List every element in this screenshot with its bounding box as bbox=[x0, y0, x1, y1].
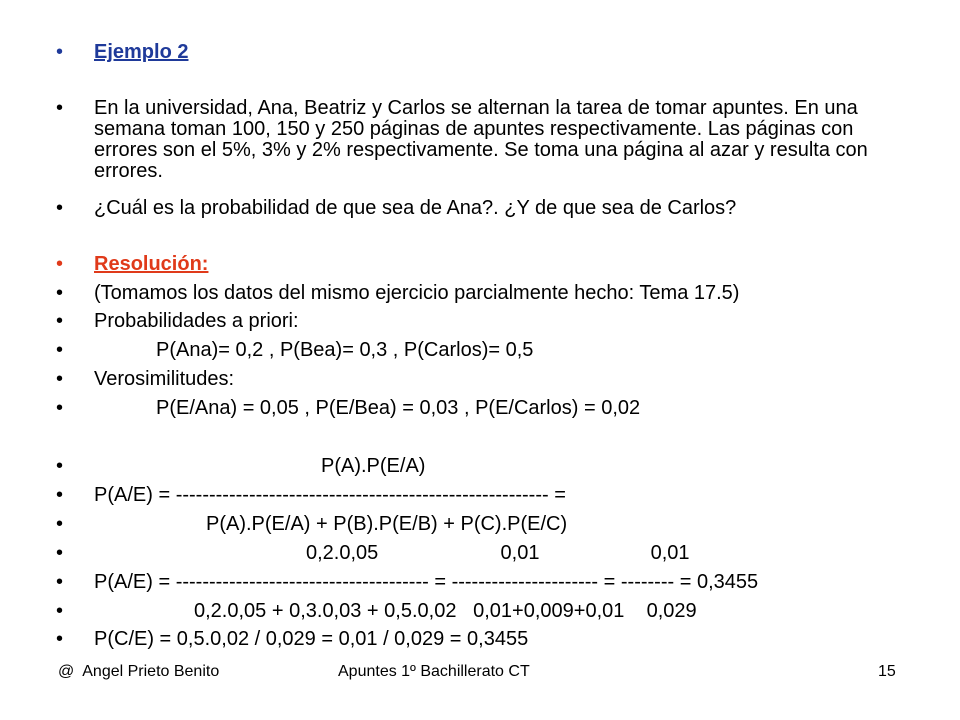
bullet-icon: • bbox=[56, 41, 64, 63]
bullet-icon: • bbox=[56, 282, 64, 304]
bullet-icon: • bbox=[56, 600, 64, 622]
priors-values: P(Ana)= 0,2 , P(Bea)= 0,3 , P(Carlos)= 0,5 bbox=[156, 339, 534, 361]
calc-numerators: 0,2.0,05 0,01 0,01 bbox=[306, 542, 690, 564]
bullet-icon: • bbox=[56, 571, 64, 593]
footer-page-number: 15 bbox=[878, 663, 896, 680]
calc-fractions: P(A/E) = -------------------------------------- = ---------------------- = -------- = 0,3455 bbox=[94, 571, 759, 593]
formula-numerator: P(A).P(E/A) bbox=[321, 455, 426, 477]
likelihoods-label: Verosimilitudes: bbox=[94, 368, 235, 390]
bullet-icon: • bbox=[56, 542, 64, 564]
bullet-icon: • bbox=[56, 197, 64, 219]
footer-course: Apuntes 1º Bachillerato CT bbox=[338, 663, 530, 680]
formula-fraction: P(A/E) = -------------------------------------------------------- = bbox=[94, 484, 566, 506]
calc-denominators: 0,2.0,05 + 0,3.0,03 + 0,5.0,02 0,01+0,009+0,01 0,029 bbox=[194, 600, 697, 622]
bullet-icon: • bbox=[56, 484, 64, 506]
carlos-result: P(C/E) = 0,5.0,02 / 0,029 = 0,01 / 0,029 = 0,3455 bbox=[94, 628, 529, 650]
data-source-note: (Tomamos los datos del mismo ejercicio parcialmente hecho: Tema 17.5) bbox=[94, 282, 740, 304]
question: ¿Cuál es la probabilidad de que sea de Ana?. ¿Y de que sea de Carlos? bbox=[94, 197, 737, 219]
bullet-icon: • bbox=[56, 368, 64, 390]
bullet-icon: • bbox=[56, 455, 64, 477]
resolution-title: Resolución: bbox=[94, 253, 209, 275]
footer-author: @ Angel Prieto Benito bbox=[58, 663, 220, 680]
bullet-icon: • bbox=[56, 253, 64, 275]
priors-label: Probabilidades a priori: bbox=[94, 310, 299, 332]
bullet-line-problem bbox=[56, 98, 920, 182]
example-title: Ejemplo 2 bbox=[94, 41, 189, 63]
bullet-icon: • bbox=[56, 513, 64, 535]
bullet-icon: • bbox=[56, 97, 64, 119]
bullet-icon: • bbox=[56, 310, 64, 332]
bullet-icon: • bbox=[56, 397, 64, 419]
problem-statement: En la universidad, Ana, Beatriz y Carlos se alternan la tarea de tomar apuntes. En una semana toman 100, 150 y 250 páginas de apuntes respectivamente. Las páginas con errores son el 5%, 3% y 2% respectivamente. Se toma una página al azar y resulta con errores. bbox=[94, 97, 868, 182]
formula-denominator: P(A).P(E/A) + P(B).P(E/B) + P(C).P(E/C) bbox=[206, 513, 568, 535]
bullet-icon: • bbox=[56, 339, 64, 361]
likelihoods-values: P(E/Ana) = 0,05 , P(E/Bea) = 0,03 , P(E/Carlos) = 0,02 bbox=[156, 397, 641, 419]
bullet-icon: • bbox=[56, 628, 64, 650]
